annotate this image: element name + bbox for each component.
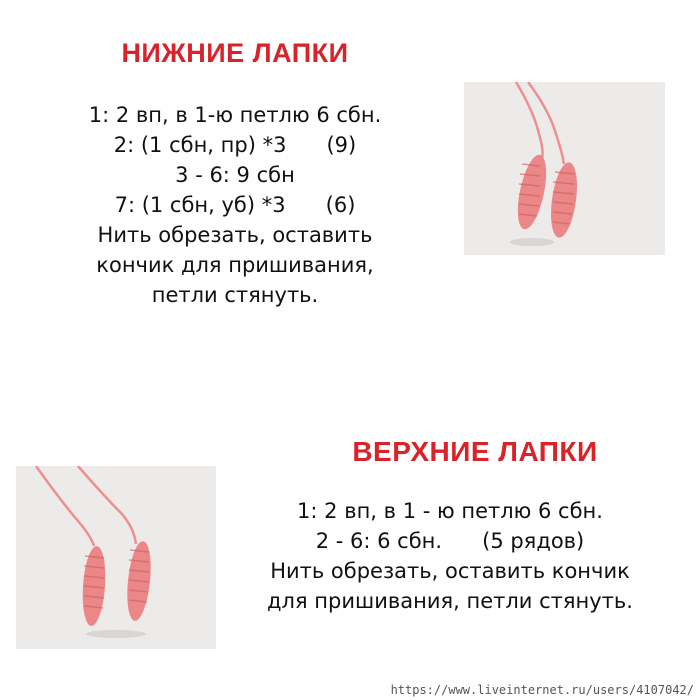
crochet-upper-legs-illustration (16, 466, 216, 649)
instruction-line: Нить обрезать, оставить (97, 223, 373, 247)
upper-legs-instructions (215, 496, 685, 616)
instruction-line: кончик для пришивания, (96, 253, 374, 277)
instruction-line: 1: 2 вп, в 1-ю петлю 6 сбн. (88, 103, 382, 127)
instruction-line: 3 - 6: 9 сбн (175, 163, 295, 187)
instruction-line: Нить обрезать, оставить кончик (270, 559, 630, 583)
upper-legs-title: ВЕРХНИЕ ЛАПКИ (352, 436, 598, 467)
instruction-line: 2 - 6: 6 сбн. (5 рядов) (315, 529, 585, 553)
lower-legs-photo (464, 82, 665, 255)
instruction-line: для пришивания, петли стянуть. (267, 589, 633, 613)
instruction-line: петли стянуть. (151, 283, 319, 307)
upper-legs-photo (16, 466, 216, 649)
instruction-line: 1: 2 вп, в 1 - ю петлю 6 сбн. (297, 499, 603, 523)
lower-legs-instructions (20, 100, 450, 310)
crochet-lower-legs-illustration (464, 82, 665, 255)
lower-legs-title: НИЖНИЕ ЛАПКИ (121, 38, 349, 68)
instruction-line: 7: (1 сбн, уб) *3 (6) (114, 193, 356, 217)
instruction-line: 2: (1 сбн, пр) *3 (9) (113, 133, 357, 157)
watermark-url: https://www.liveinternet.ru/users/4107042/ (390, 683, 694, 697)
